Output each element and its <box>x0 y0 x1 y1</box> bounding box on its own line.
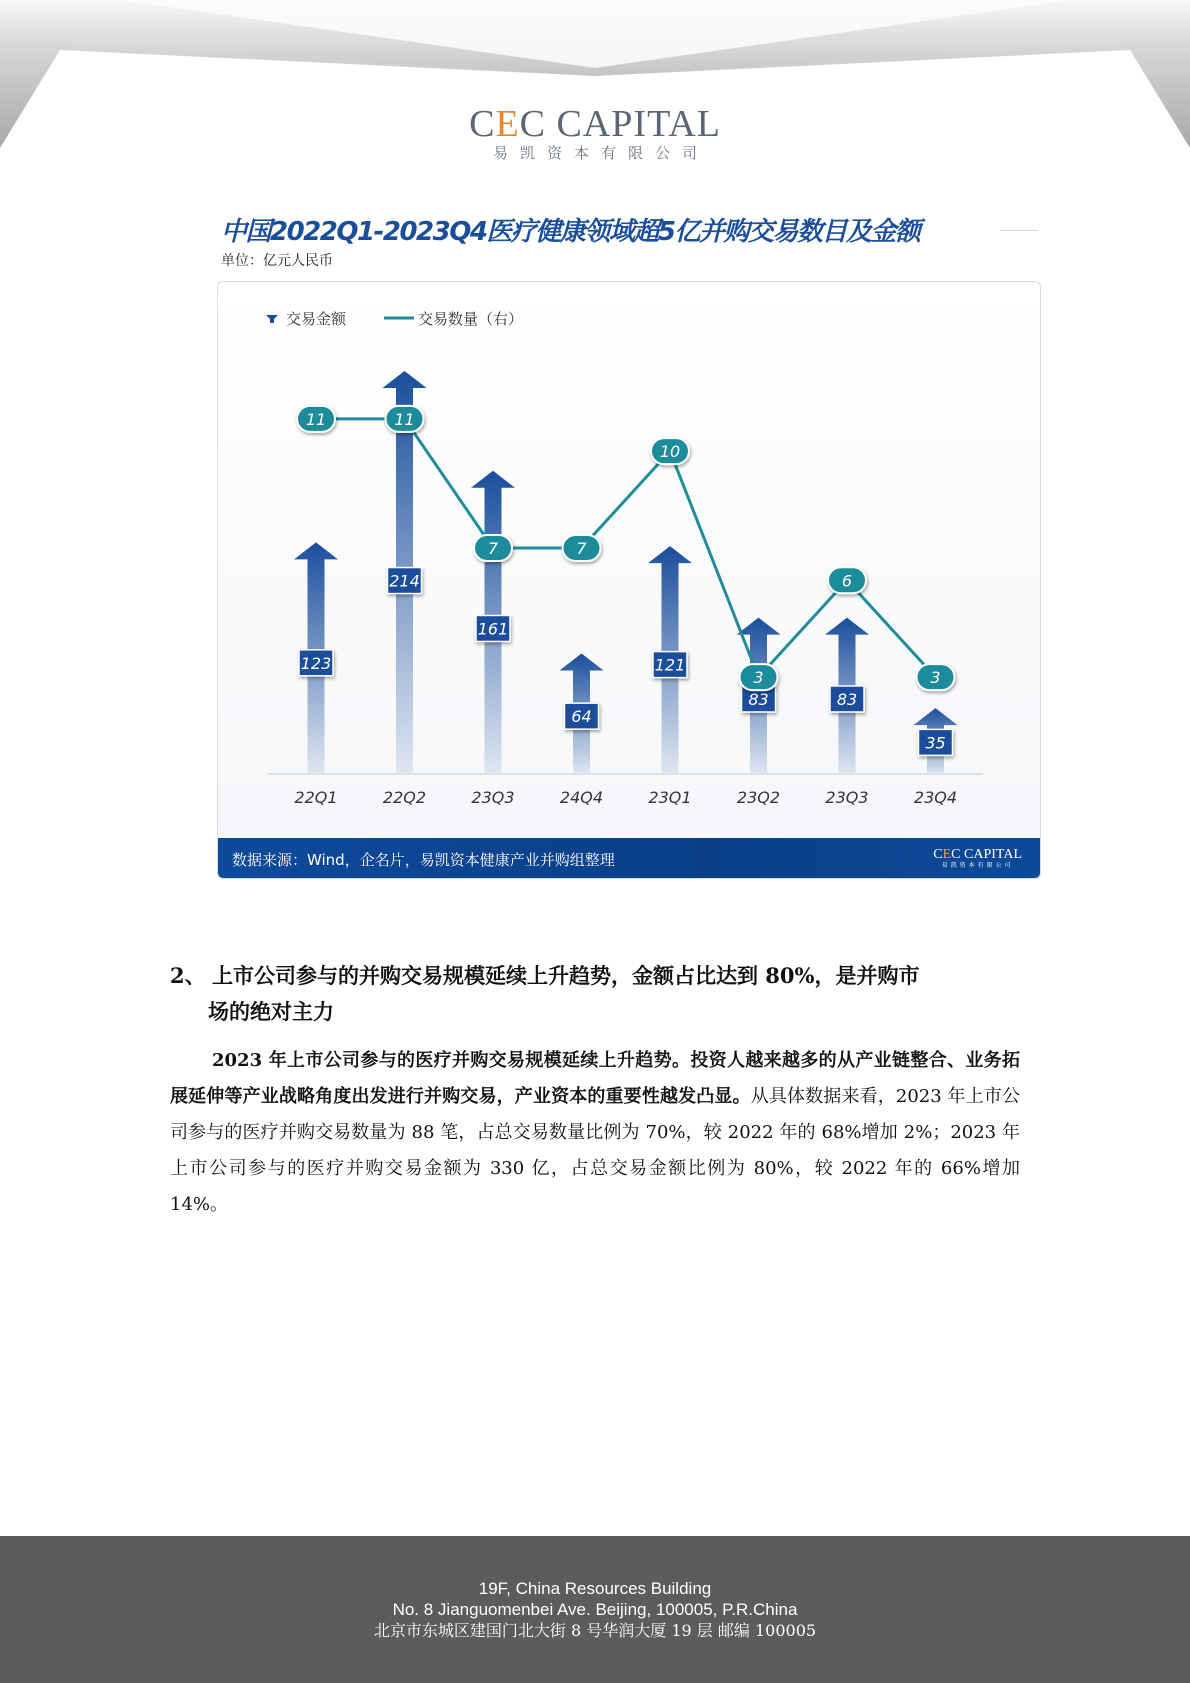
section-number: 2、 <box>170 963 206 988</box>
svg-text:7: 7 <box>576 539 587 558</box>
chart-canvas <box>218 282 1040 838</box>
chart-title: 中国2022Q1-2023Q4医疗健康领域超5亿并购交易数目及金额 <box>221 217 920 247</box>
section-body <box>170 1043 1020 1223</box>
bar-value-label <box>653 652 687 678</box>
line-point-label <box>740 664 778 690</box>
x-tick-label: 23Q1 <box>648 788 692 807</box>
logo-subtitle: 易凯资本有限公司 <box>492 144 709 162</box>
chart-legend <box>266 310 523 328</box>
x-tick-label: 23Q4 <box>913 788 958 807</box>
legend-label-line: 交易数量（右） <box>418 310 524 328</box>
chart-source: 数据来源：Wind，企名片，易凯资本健康产业并购组整理 <box>232 851 615 869</box>
x-tick-label: 23Q2 <box>736 788 781 807</box>
legend-swatch-bar <box>266 315 278 323</box>
line-point-label <box>828 567 866 593</box>
x-tick-label: 23Q3 <box>471 788 515 807</box>
line-point-label <box>386 406 424 432</box>
footer-address-line3: 北京市东城区建国门北大街 8 号华润大厦 19 层 邮编 100005 <box>373 1621 817 1640</box>
svg-text:11: 11 <box>394 409 415 429</box>
section-heading-line1: 上市公司参与的并购交易规模延续上升趋势，金额占比达到 80%，是并购市 <box>212 963 920 988</box>
bar-value-label <box>388 568 422 594</box>
x-tick-label: 22Q1 <box>294 788 338 807</box>
bar-value-label <box>565 703 599 729</box>
bar-value-label <box>476 615 510 641</box>
footer-address-line2: No. 8 Jianguomenbei Ave. Beijing, 100005, P.R.China <box>392 1600 798 1619</box>
chart-footer <box>218 838 1040 878</box>
legend-label-bar: 交易金额 <box>286 310 347 328</box>
section-heading <box>170 958 1020 1030</box>
svg-text:214: 214 <box>389 571 420 591</box>
logo-wordmark: CEC CAPITAL <box>469 103 721 145</box>
footer-address-line1: 19F, China Resources Building <box>478 1579 712 1598</box>
x-tick-label: 23Q3 <box>825 788 869 807</box>
title-rule <box>1000 230 1038 231</box>
svg-text:83: 83 <box>748 689 769 709</box>
svg-text:3: 3 <box>753 668 764 688</box>
line-point-label <box>297 406 335 432</box>
bar-value-label <box>830 686 864 712</box>
chart-unit: 单位：亿元人民币 <box>221 253 333 269</box>
section-text: 从具体数据来看，2023 年上市公司参与的医疗并购交易数量为 88 笔，占总交易数量比例为 70%，较 2022 年的 68%增加 2%；2023 年上市公司参与的医疗并购交易金额为 330 亿，占总交易金额比例为 80%，较 2022 年的 66%增加 14%。 <box>170 1086 1020 1215</box>
svg-text:121: 121 <box>654 655 686 675</box>
svg-text:35: 35 <box>925 733 946 753</box>
chart-footer-logo: CEC CAPITAL 易凯资本有限公司 <box>933 847 1022 869</box>
bar-value-label <box>919 729 953 755</box>
svg-text:123: 123 <box>300 653 332 673</box>
line-point-label <box>917 664 955 690</box>
svg-text:64: 64 <box>571 707 592 727</box>
svg-text:3: 3 <box>930 668 941 688</box>
svg-text:10: 10 <box>659 442 681 462</box>
line-point-label <box>651 438 689 464</box>
section-lead: 2023 年上市公司参与的医疗并购交易规模延续上升趋势。投资人越来越多的从产业链整合、业务拓展延伸等产业战略角度出发进行并购交易，产业资本的重要性越发凸显。 <box>170 1050 1020 1107</box>
page-footer <box>0 1536 1190 1683</box>
svg-text:161: 161 <box>477 619 509 639</box>
svg-text:83: 83 <box>836 689 858 709</box>
svg-text:6: 6 <box>841 571 853 591</box>
line-point-label <box>563 535 601 561</box>
company-logo <box>0 104 1190 163</box>
bar-value-label <box>299 650 333 676</box>
x-tick-label: 24Q4 <box>559 788 604 807</box>
line-point-label <box>474 535 512 561</box>
chart-panel <box>217 281 1041 879</box>
section-heading-line2: 场的绝对主力 <box>208 999 334 1024</box>
svg-text:11: 11 <box>305 409 327 429</box>
svg-text:7: 7 <box>487 539 499 558</box>
x-tick-label: 22Q2 <box>382 788 427 807</box>
